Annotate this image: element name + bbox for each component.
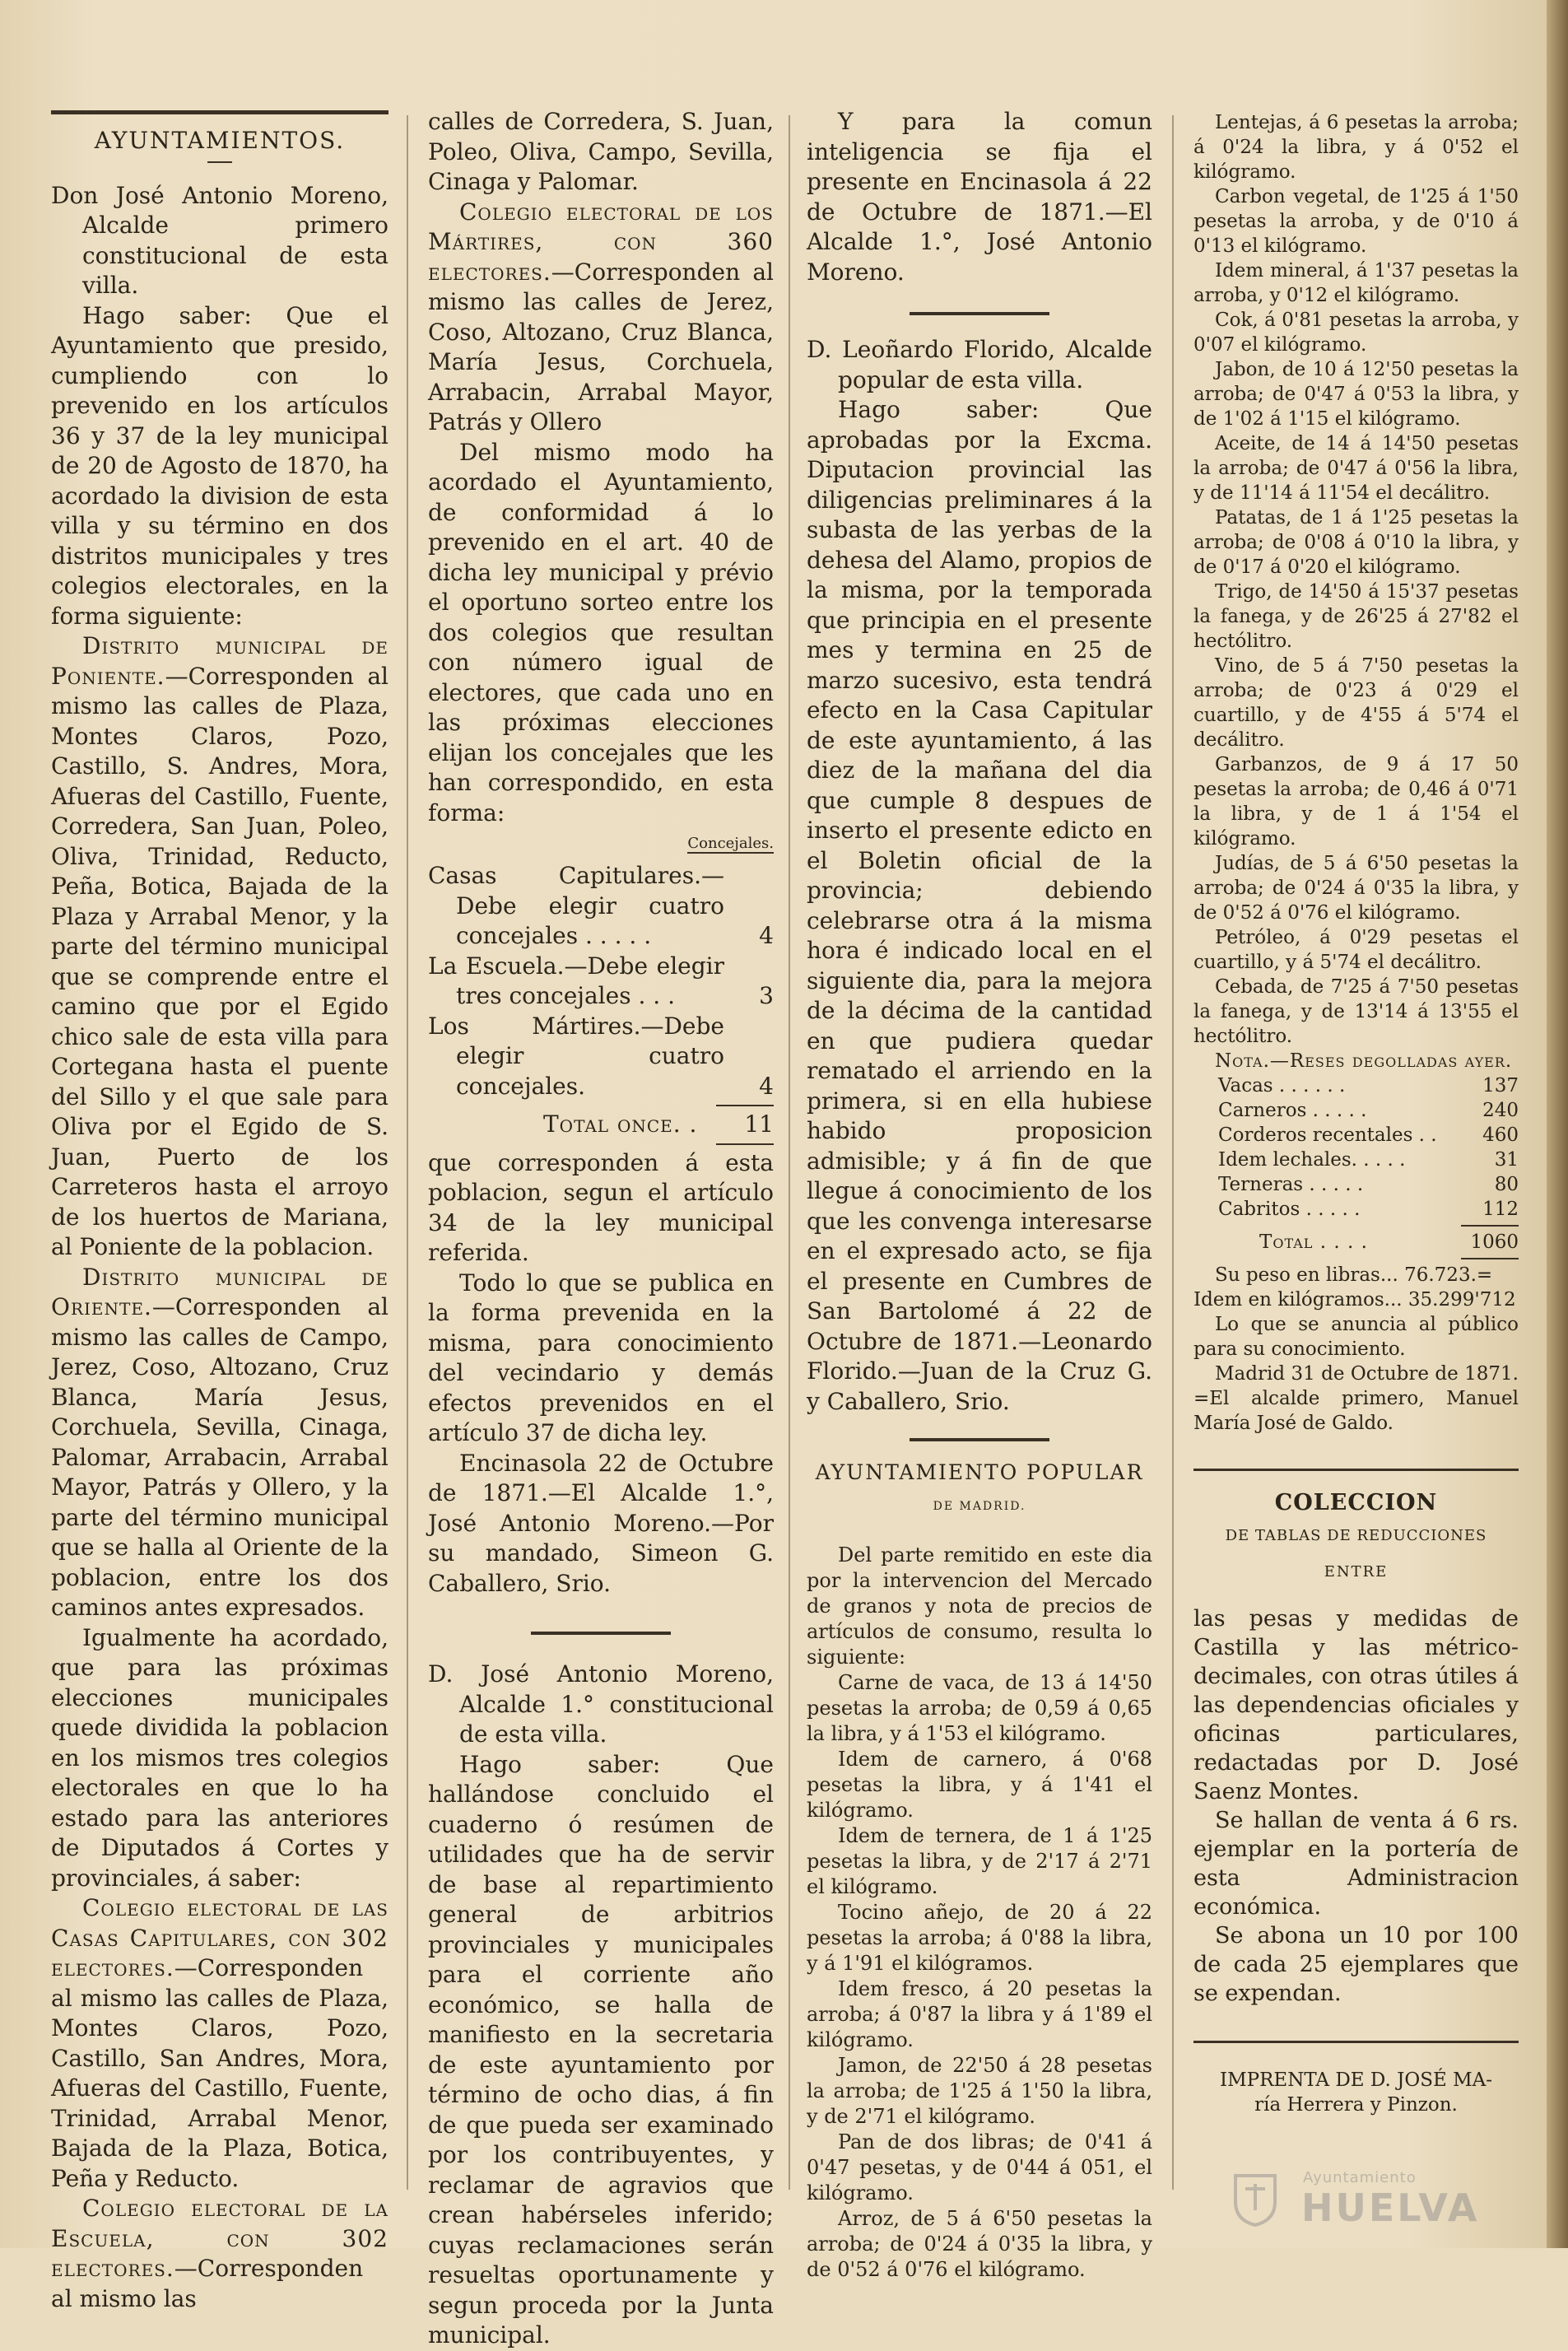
column-rule — [407, 115, 408, 2190]
price-item: Lentejas, á 6 pesetas la arroba; á 0'24 la libra, y á 0'52 el kilógramo. — [1193, 112, 1519, 183]
row-label: Cabritos . . . . . — [1218, 1199, 1361, 1220]
paragraph-text: —Corresponden al mismo las — [51, 2255, 364, 2312]
total-row — [1193, 1230, 1519, 1255]
total-row — [428, 1110, 774, 1140]
price-item: Aceite, de 14 á 14'50 pesetas la arroba; de 0'47 á 0'56 la libra, y de 11'14 á 11'54 el decálitro. — [1193, 433, 1519, 504]
price-item: Carbon vegetal, de 1'25 á 1'50 pesetas la arroba, y de 0'10 á 0'13 el kilógramo. — [1193, 186, 1519, 257]
announcement-header: D. Leoñardo Florido, Alcalde popular de esta villa. — [807, 336, 1152, 393]
watermark-line2: HUELVA — [1301, 2186, 1480, 2230]
price-item: Jabon, de 10 á 12'50 pesetas la arroba; de 0'47 á 0'53 la libra, y de 1'02 á 1'15 el kilógramo. — [1193, 359, 1519, 430]
column-3 — [807, 99, 1152, 2281]
row-label: La Escuela.—Debe elegir tres concejales . . . — [428, 952, 724, 1009]
advert-text: las pesas y medidas de Castilla y las métrico-decimales, con otras útiles á las dependencias oficiales y oficinas particulares, redactadas por D. José Saenz Montes. — [1193, 1606, 1519, 1804]
table-row — [1193, 1123, 1519, 1148]
paragraph: que corresponden á esta poblacion, segun el artículo 34 de la ley municipal referida. — [428, 1148, 774, 1266]
row-label: Los Mártires.—Debe elegir cuatro concejales. — [428, 1012, 724, 1100]
divider — [716, 1143, 774, 1145]
row-label: Vacas . . . . . . — [1218, 1075, 1346, 1096]
table-header-label: Concejales. — [687, 835, 774, 852]
weight-line: Su peso en libras... 76.723.= — [1215, 1264, 1493, 1286]
imprint-line: ría Herrera y Pinzon. — [1254, 2094, 1458, 2116]
divider — [1461, 1225, 1519, 1227]
college-heading: Colegio electoral de las Casas Capitulares, con 302 electores. — [51, 1894, 389, 1981]
page-edge — [1547, 0, 1568, 2248]
paragraph: Del mismo modo ha acordado el Ayuntamiento, de conformidad á lo prevenido en el art. 40 de dicha ley municipal y prévio el oportuno sorteo entre los dos colegios que resultan con número igual de electores, que cada uno en las próximas elecciones elijan los concejales que les han correspondido, en esta forma: — [428, 438, 774, 826]
paragraph: Del parte remitido en este dia por la intervencion del Mercado de granos y nota de precios de artículos de consumo, resulta lo siguiente: — [807, 1543, 1152, 1669]
paragraph: Todo lo que se publica en la forma prevenida en la misma, para conocimiento del vecindario y demás efectos prevenidos en el artículo 37 de dicha ley. — [428, 1269, 774, 1446]
table-row — [1193, 1073, 1519, 1098]
paragraph — [51, 1263, 389, 1623]
row-label: Casas Capitulares.—Debe elegir cuatro concejales . . . . . — [428, 862, 724, 949]
paragraph: Hago saber: Que el Ayuntamiento que presido, cumpliendo con lo prevenido en los artículos 36 y 37 de la ley municipal de 20 de Agosto de 1870, ha acordado la division de esta villa y su término en dos distritos municipales y tres colegios electorales, en la forma siguiente: — [51, 301, 389, 630]
paragraph-text: —Corresponden al mismo las calles de Campo, Jerez, Coso, Altozano, Cruz Blanca, María Jesus, Corchuela, Sevilla, Cinaga, Palomar, Arrabacin, Arrabal Mayor, Patrás y Ollero, y la parte del término municipal que se halla al Oriente de la poblacion, entre los dos caminos antes expresados. — [51, 1293, 389, 1621]
table-row — [428, 861, 774, 952]
advert-subtitle: ENTRE — [1324, 1563, 1389, 1581]
paragraph: Hago saber: Que hallándose concluido el cuaderno ó resúmen de utilidades que ha de servir de base al repartimiento general de arbitrios provinciales y municipales para el corriente año económico, se halla de manifiesto en la secretaria de este ayuntamiento por término de ocho dias, á fin de que pueda ser examinado por los contribuyentes, y reclamar de agravios que crean habérseles inferido; cuyas reclamaciones serán resueltas oportunamente y segun proceda por la Junta municipal. — [428, 1750, 774, 2349]
row-value: 460 — [1482, 1124, 1519, 1146]
row-value: 31 — [1494, 1149, 1519, 1171]
price-item: Idem de ternera, de 1 á 1'25 pesetas la libra, y de 2'17 á 2'71 el kilógramo. — [807, 1824, 1152, 1898]
row-label: Corderos recentales . . — [1218, 1124, 1437, 1146]
table-row — [1193, 1197, 1519, 1222]
paragraph — [51, 631, 389, 1263]
row-value: 137 — [1482, 1075, 1519, 1096]
announcement-header: D. José Antonio Moreno, Alcalde 1.° constitucional de esta villa. — [428, 1660, 774, 1748]
price-item: Carne de vaca, de 13 á 14'50 pesetas la arroba; de 0,59 á 0,65 la libra, y á 1'53 el kilógramo. — [807, 1671, 1152, 1745]
price-item: Tocino añejo, de 20 á 22 pesetas la arroba; á 0'88 la libra, y á 1'91 el kilógramos. — [807, 1901, 1152, 1975]
paragraph-text: —Corresponden al mismo las calles de Jerez, Coso, Altozano, Cruz Blanca, María Jesus, Corchuela, Arrabacin, Arrabal Mayor, Patrás y Ollero — [428, 258, 774, 435]
district-heading: Distrito municipal de Oriente. — [51, 1263, 389, 1320]
price-item: Petróleo, á 0'29 pesetas el cuartillo, y á 5'74 el decálitro. — [1193, 927, 1519, 973]
divider — [910, 312, 1049, 315]
divider — [1461, 1258, 1519, 1259]
weight-line: Idem en kilógramos... 35.299'712 — [1193, 1289, 1516, 1311]
archive-watermark — [1231, 2167, 1502, 2233]
college-heading: Colegio electoral de la Escuela, con 302 electores. — [51, 2195, 389, 2282]
paragraph-text: —Corresponden al mismo las calles de Plaza, Montes Claros, Pozo, Castillo, San Andres, Mora, Afueras del Castillo, Fuente, Trinidad, Arrabal Menor, Bajada de la Plaza, Botica, Peña y Reducto. — [51, 1954, 389, 2192]
divider — [716, 1105, 774, 1106]
price-item: Garbanzos, de 9 á 17 50 pesetas la arroba; de 0,46 á 0'71 la libra, y de 1 á 1'54 el kilógramo. — [1193, 754, 1519, 850]
section-heading: AYUNTAMIENTO POPULAR — [815, 1460, 1144, 1484]
price-item: Pan de dos libras; de 0'41 á 0'47 pesetas, y de 0'44 á 051, el kilógramo. — [807, 2130, 1152, 2204]
advert-title: COLECCION — [1274, 1490, 1438, 1515]
table-row — [1193, 1148, 1519, 1172]
column-rule — [1172, 115, 1174, 2190]
row-label: Idem lechales. . . . . — [1218, 1149, 1406, 1171]
paragraph: Madrid 31 de Octubre de 1871. =El alcalde primero, Manuel María José de Galdo. — [1193, 1363, 1519, 1434]
nota-title: Nota.—Reses degolladas ayer. — [1215, 1050, 1513, 1072]
column-4 — [1193, 99, 1519, 2190]
imprint-line: IMPRENTA DE D. JOSÉ MA- — [1220, 2069, 1492, 2091]
divider — [1193, 1469, 1519, 1471]
divider — [531, 1632, 671, 1635]
price-item: Idem fresco, á 20 pesetas la arroba; á 0'87 la libra y á 1'89 el kilógramo. — [807, 1977, 1152, 2051]
price-item: Cok, á 0'81 pesetas la arroba, y 0'07 el kilógramo. — [1193, 310, 1519, 356]
livestock-table — [1193, 1073, 1519, 1259]
advert-text: Se hallan de venta á 6 rs. ejemplar en la portería de esta Administracion económica. — [1193, 1808, 1519, 1920]
advert-subtitle: DE TABLAS DE REDUCCIONES — [1225, 1527, 1487, 1544]
total-value: 1060 — [1470, 1231, 1519, 1253]
announcement-header: Don José Antonio Moreno, Alcalde primero constitucional de esta villa. — [51, 181, 389, 299]
row-value: 80 — [1494, 1174, 1519, 1195]
price-item: Idem de carnero, á 0'68 pesetas la libra, y á 1'41 el kilógramo. — [807, 1748, 1152, 1822]
total-label: Total once. . — [543, 1110, 698, 1138]
district-heading: Distrito municipal de Poniente. — [51, 632, 389, 690]
paragraph: calles de Corredera, S. Juan, Poleo, Oliva, Campo, Sevilla, Cinaga y Palomar. — [428, 108, 774, 195]
advert-text: Se abona un 10 por 100 de cada 25 ejemplares que se expendan. — [1193, 1923, 1519, 2006]
column-2 — [428, 99, 774, 2349]
paragraph-text: —Corresponden al mismo las calles de Plaza, Montes Claros, Pozo, Castillo, S. Andres, Mora, Afueras del Castillo, Fuente, Corredera, San Juan, Poleo, Oliva, Trinidad, Reducto, Peña, Botica, Bajada de la Plaza y Arrabal Menor, y la parte del término municipal que se comprende entre el camino que por el Egido chico sale de esta villa para Cortegana hasta el puente del Sillo y el que sale para Oliva por el Egido de S. Juan, Puerto de los Carreteros hasta el arroyo de los huertos de Mariana, al Poniente de la poblacion. — [51, 662, 389, 1260]
table-row — [1193, 1098, 1519, 1123]
row-value: 3 — [759, 982, 774, 1009]
college-heading: Colegio electoral de los Mártires, con 360 electores. — [428, 198, 774, 286]
price-item: Cebada, de 7'25 á 7'50 pesetas la fanega, y de 13'14 á 13'55 el hectólitro. — [1193, 976, 1519, 1047]
column-1 — [51, 99, 389, 2312]
concejales-table — [428, 861, 774, 1145]
price-item: Jamon, de 22'50 á 28 pesetas la arroba; de 1'25 á 1'50 la libra, y de 2'71 el kilógramo. — [807, 2054, 1152, 2128]
column-rule — [789, 115, 790, 2190]
price-item: Vino, de 5 á 7'50 pesetas la arroba; de 0'23 á 0'29 el cuartillo, y de 4'55 á 5'74 el decálitro. — [1193, 655, 1519, 751]
total-value: 11 — [744, 1110, 774, 1138]
price-item: Judías, de 5 á 6'50 pesetas la arroba; de 0'24 á 0'35 la libra, y de 0'52 á 0'76 el kilógramo. — [1193, 853, 1519, 924]
coat-of-arms-icon — [1231, 2172, 1280, 2227]
paragraph — [428, 198, 774, 438]
row-label: Carneros . . . . . — [1218, 1100, 1367, 1121]
price-item: Idem mineral, á 1'37 pesetas la arroba, y 0'12 el kilógramo. — [1193, 260, 1519, 306]
paragraph — [51, 2194, 389, 2314]
table-row — [428, 1012, 774, 1102]
paragraph: Igualmente ha acordado, que para las próximas elecciones municipales quede dividida la poblacion en los mismos tres colegios electorales en que lo ha estado para las anteriores de Diputados á Cortes y provinciales, á saber: — [51, 1623, 389, 1892]
row-value: 240 — [1482, 1100, 1519, 1121]
price-item: Patatas, de 1 á 1'25 pesetas la arroba; de 0'08 á 0'10 la libra, y de 0'17 á 0'20 el kilógramo. — [1193, 507, 1519, 578]
divider — [207, 161, 232, 163]
row-label: Terneras . . . . . — [1218, 1174, 1364, 1195]
price-item: Trigo, de 14'50 á 15'37 pesetas la fanega, y de 26'25 á 27'82 el hectólitro. — [1193, 581, 1519, 652]
section-subheading: DE MADRID. — [933, 1499, 1026, 1513]
table-header — [428, 835, 774, 853]
price-item: Arroz, de 5 á 6'50 pesetas la arroba; de 0'24 á 0'35 la libra, y de 0'52 á 0'76 el kilógramo. — [807, 2207, 1152, 2281]
row-value: 4 — [759, 1072, 774, 1100]
row-value: 4 — [759, 922, 774, 949]
divider — [910, 1438, 1049, 1441]
paragraph: Encinasola 22 de Octubre de 1871.—El Alcalde 1.°, José Antonio Moreno.—Por su mandado, Simeon G. Caballero, Srio. — [428, 1449, 774, 1597]
paragraph: Lo que se anuncia al público para su conocimiento. — [1193, 1314, 1519, 1360]
row-value: 112 — [1482, 1199, 1519, 1220]
paragraph: Y para la comun inteligencia se fija el presente en Encinasola á 22 de Octubre de 1871.—El Alcalde 1.°, José Antonio Moreno. — [807, 108, 1152, 286]
table-row — [1193, 1172, 1519, 1197]
watermark-line1: Ayuntamiento — [1303, 2169, 1417, 2186]
printer-imprint — [1193, 2068, 1519, 2117]
paragraph — [51, 1893, 389, 2194]
table-row — [428, 952, 774, 1012]
total-label: Total . . . . — [1259, 1231, 1368, 1253]
section-heading: AYUNTAMIENTOS. — [94, 127, 346, 154]
divider — [1193, 2041, 1519, 2043]
divider — [51, 110, 389, 114]
paragraph: Hago saber: Que aprobadas por la Excma. Diputacion provincial las diligencias preliminares á la subasta de las yerbas de la dehesa del Alamo, propios de la misma, por la temporada que principia en el presente mes y termina en 25 de marzo sucesivo, esta tendrá efecto en la Casa Capitular de este ayuntamiento, á las diez de la mañana del dia que cumple 8 despues de inserto el presente edicto en el Boletin oficial de la provincia; debiendo celebrarse otra á la misma hora é indicado local en el siguiente dia, para la mejora de la décima de la cantidad en que pudiera quedar rematado el arriendo en la primera, si en ella hubiese habido proposicion admisible; y á fin de que llegue á conocimiento de los que les convenga interesarse en el expresado acto, se fija el presente en Cumbres de San Bartolomé á 22 de Octubre de 1871.—Leonardo Florido.—Juan de la Cruz G. y Caballero, Srio. — [807, 396, 1152, 1415]
